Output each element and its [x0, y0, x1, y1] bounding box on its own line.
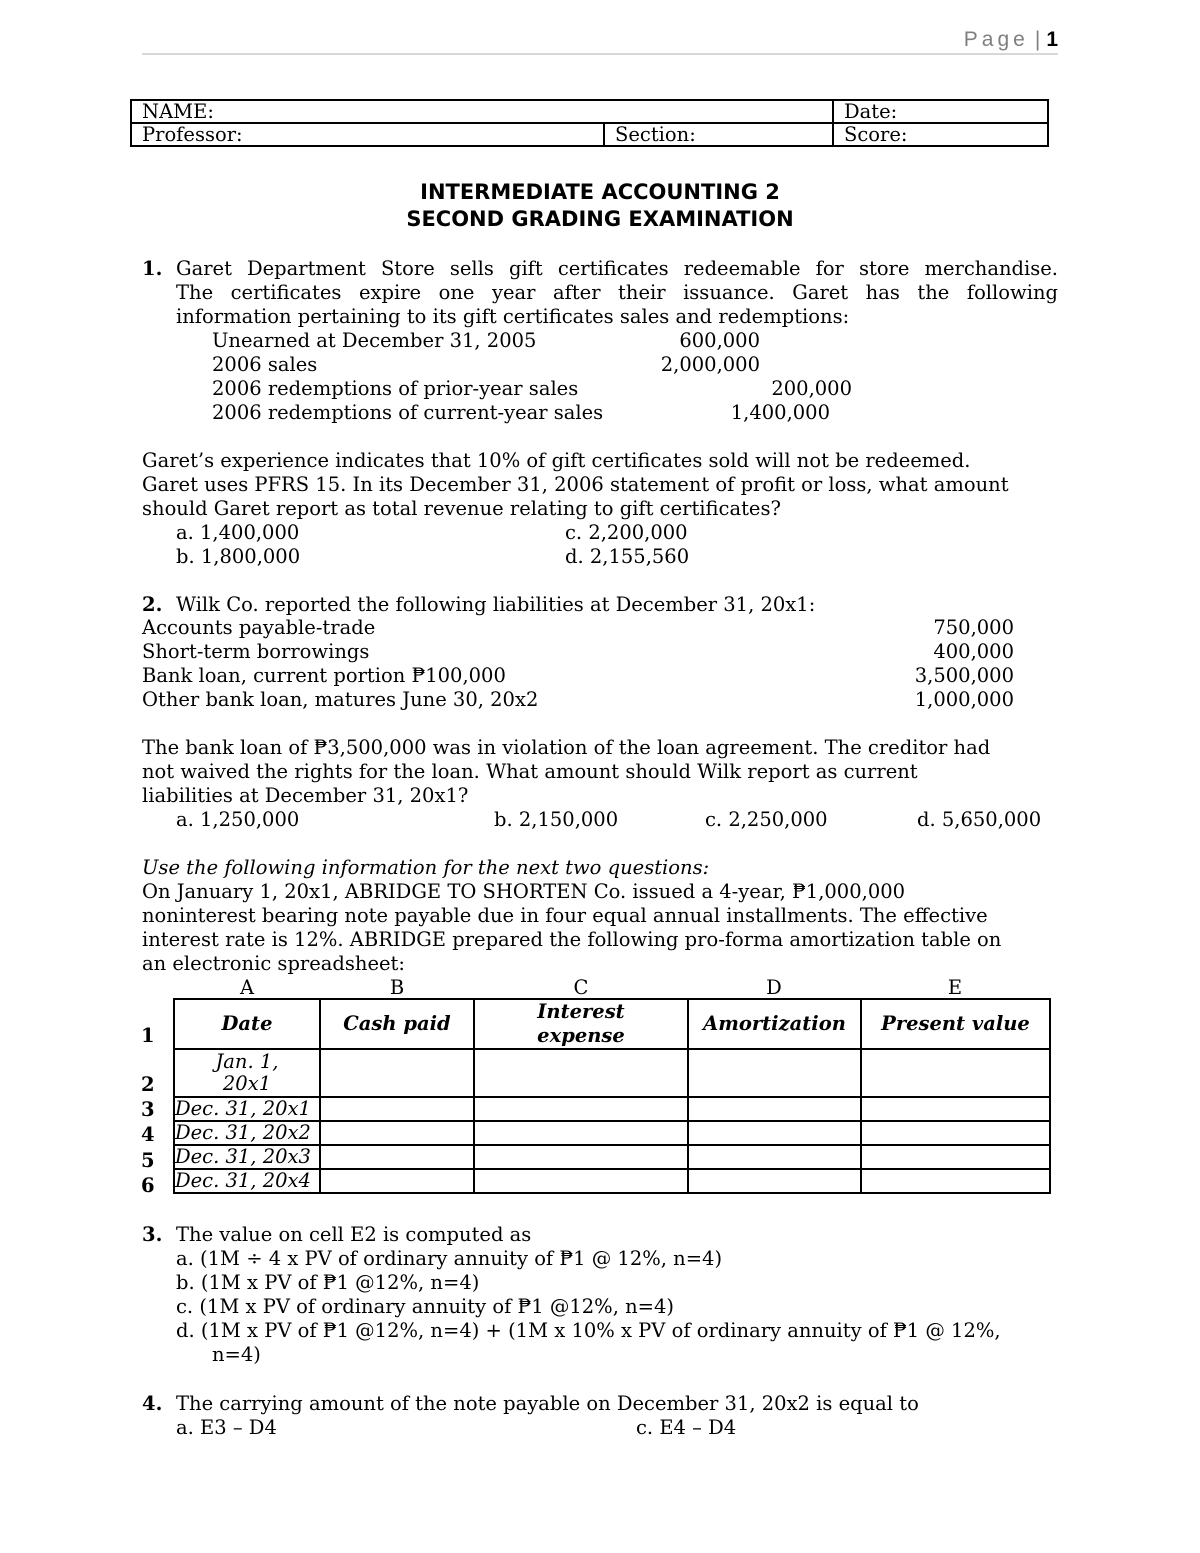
q2-para-line: liabilities at December 31, 20x1? [142, 784, 469, 807]
table-cell[interactable] [861, 1121, 1050, 1145]
q1-number: 1. [142, 257, 163, 280]
q1-item-label: 2006 sales [212, 353, 318, 376]
q1-choice-c[interactable]: c. 2,200,000 [565, 521, 688, 544]
date-cell[interactable]: Date: [833, 100, 1048, 123]
q4-choice-a[interactable]: a. E3 – D4 [176, 1416, 277, 1439]
q3-number: 3. [142, 1223, 163, 1246]
table-cell[interactable] [320, 1169, 474, 1193]
row-number: 5 [141, 1149, 155, 1172]
column-letter-c: C [573, 976, 589, 999]
shared-info-heading: Use the following information for the next two questions: [142, 856, 710, 879]
amortization-table [173, 998, 1051, 1194]
table-cell[interactable] [861, 1049, 1050, 1097]
page-number: 1 [1046, 28, 1058, 51]
q2-item-label: Accounts payable-trade [142, 616, 376, 639]
table-cell[interactable] [688, 1097, 861, 1121]
header-amortization: Amortization [688, 999, 861, 1049]
table-cell[interactable] [688, 1121, 861, 1145]
date-cell: Dec. 31, 20x4 [174, 1169, 320, 1193]
date-cell: Dec. 31, 20x1 [174, 1097, 320, 1121]
q1-item-value: 2,000,000 [660, 353, 760, 376]
table-cell[interactable] [320, 1097, 474, 1121]
exam-grading-title: SECOND GRADING EXAMINATION [406, 207, 794, 231]
table-cell[interactable] [474, 1145, 688, 1169]
q1-para-line: Garet uses PFRS 15. In its December 31, 2006 statement of profit or loss, what amount [142, 473, 1009, 496]
table-cell[interactable] [474, 1097, 688, 1121]
table-cell[interactable] [474, 1049, 688, 1097]
column-letter-e: E [947, 976, 963, 999]
row-number: 1 [141, 1024, 155, 1047]
q1-para-line: Garet’s experience indicates that 10% of gift certificates sold will not be redeemed. [142, 449, 971, 472]
table-cell[interactable] [320, 1145, 474, 1169]
table-cell[interactable] [861, 1145, 1050, 1169]
q4-choice-c[interactable]: c. E4 – D4 [636, 1416, 737, 1439]
row-number: 4 [141, 1123, 155, 1146]
column-letter-d: D [766, 976, 782, 999]
header-interest-expense [474, 999, 688, 1049]
q1-line-2: The certificates expire one year after their issuance. Garet has the following [176, 281, 1058, 304]
date-jan-line1: Jan. 1, [215, 1050, 279, 1073]
q1-choice-d[interactable]: d. 2,155,560 [565, 545, 690, 568]
score-cell[interactable]: Score: [833, 123, 1048, 146]
q3-choice-c[interactable]: c. (1M x PV of ordinary annuity of ₱1 @12%, n=4) [176, 1295, 675, 1318]
table-cell[interactable] [688, 1145, 861, 1169]
page-separator: | [1034, 28, 1041, 51]
q2-item-value: 400,000 [933, 640, 1014, 663]
q1-item-label: 2006 redemptions of current-year sales [212, 401, 604, 424]
q2-item-value: 3,500,000 [914, 664, 1014, 687]
table-cell[interactable] [861, 1097, 1050, 1121]
q2-item-label: Bank loan, current portion ₱100,000 [142, 664, 506, 687]
header-date: Date [174, 999, 320, 1049]
header-interest-expense-text: Interest expense [537, 1000, 625, 1047]
header-present-value: Present value [861, 999, 1050, 1049]
shared-info-line: an electronic spreadsheet: [142, 952, 405, 975]
table-cell[interactable] [861, 1169, 1050, 1193]
professor-cell[interactable]: Professor: [131, 123, 604, 146]
page-word: Page [963, 28, 1029, 51]
header-cash-paid: Cash paid [320, 999, 474, 1049]
q1-line-1: Garet Department Store sells gift certificates redeemable for store merchandise. [176, 257, 1058, 280]
student-info-table [130, 99, 1049, 147]
page-header [964, 28, 1058, 52]
q2-item-value: 750,000 [933, 616, 1014, 639]
header-rule [142, 53, 1058, 55]
q1-item-value: 600,000 [679, 329, 760, 352]
q2-intro: Wilk Co. reported the following liabilities at December 31, 20x1: [176, 593, 816, 616]
q2-choice-a[interactable]: a. 1,250,000 [176, 808, 300, 831]
q4-text: The carrying amount of the note payable on December 31, 20x2 is equal to [176, 1392, 919, 1415]
q1-item-label: 2006 redemptions of prior-year sales [212, 377, 579, 400]
shared-info-line: On January 1, 20x1, ABRIDGE TO SHORTEN Co. issued a 4-year, ₱1,000,000 [142, 880, 906, 903]
shared-info-line: noninterest bearing note payable due in four equal annual installments. The effective [142, 904, 988, 927]
exam-subject-title: INTERMEDIATE ACCOUNTING 2 [420, 180, 780, 204]
table-cell[interactable] [320, 1049, 474, 1097]
q2-number: 2. [142, 593, 163, 616]
table-cell[interactable] [320, 1121, 474, 1145]
q2-choice-d[interactable]: d. 5,650,000 [917, 808, 1042, 831]
q1-line-3: information pertaining to its gift certificates sales and redemptions: [176, 305, 850, 328]
q1-choice-a[interactable]: a. 1,400,000 [176, 521, 300, 544]
row-number: 6 [141, 1174, 155, 1197]
q2-choice-c[interactable]: c. 2,250,000 [705, 808, 828, 831]
q1-item-label: Unearned at December 31, 2005 [212, 329, 537, 352]
column-letter-b: B [389, 976, 405, 999]
q1-para-line: should Garet report as total revenue relating to gift certificates? [142, 497, 781, 520]
row-number: 2 [141, 1073, 155, 1096]
q1-item-value: 1,400,000 [730, 401, 830, 424]
table-cell[interactable] [474, 1121, 688, 1145]
q2-choice-b[interactable]: b. 2,150,000 [494, 808, 619, 831]
q3-choice-d[interactable]: d. (1M x PV of ₱1 @12%, n=4) + (1M x 10% x PV of ordinary annuity of ₱1 @ 12%, [176, 1319, 1001, 1342]
q3-choice-a[interactable]: a. (1M ÷ 4 x PV of ordinary annuity of ₱1 @ 12%, n=4) [176, 1247, 723, 1270]
q2-item-label: Other bank loan, matures June 30, 20x2 [142, 688, 539, 711]
name-cell[interactable]: NAME: [131, 100, 833, 123]
table-cell[interactable] [688, 1049, 861, 1097]
date-cell: Dec. 31, 20x3 [174, 1145, 320, 1169]
q2-item-label: Short-term borrowings [142, 640, 370, 663]
date-jan-line2: 20x1 [222, 1072, 272, 1095]
q1-item-value: 200,000 [771, 377, 852, 400]
q2-para-line: The bank loan of ₱3,500,000 was in violation of the loan agreement. The creditor had [142, 736, 991, 759]
table-cell[interactable] [688, 1169, 861, 1193]
q2-para-line: not waived the rights for the loan. What amount should Wilk report as current [142, 760, 918, 783]
date-cell: Dec. 31, 20x2 [174, 1121, 320, 1145]
q3-choice-d-continued: n=4) [212, 1343, 261, 1366]
q4-number: 4. [142, 1392, 163, 1415]
q3-choice-b[interactable]: b. (1M x PV of ₱1 @12%, n=4) [176, 1271, 480, 1294]
q3-text: The value on cell E2 is computed as [176, 1223, 532, 1246]
section-cell[interactable]: Section: [604, 123, 833, 146]
q2-item-value: 1,000,000 [914, 688, 1014, 711]
date-cell-jan [174, 1049, 320, 1097]
table-cell[interactable] [474, 1169, 688, 1193]
q1-choice-b[interactable]: b. 1,800,000 [176, 545, 301, 568]
row-number: 3 [141, 1098, 155, 1121]
column-letter-a: A [239, 976, 255, 999]
shared-info-line: interest rate is 12%. ABRIDGE prepared the following pro-forma amortization table on [142, 928, 1002, 951]
